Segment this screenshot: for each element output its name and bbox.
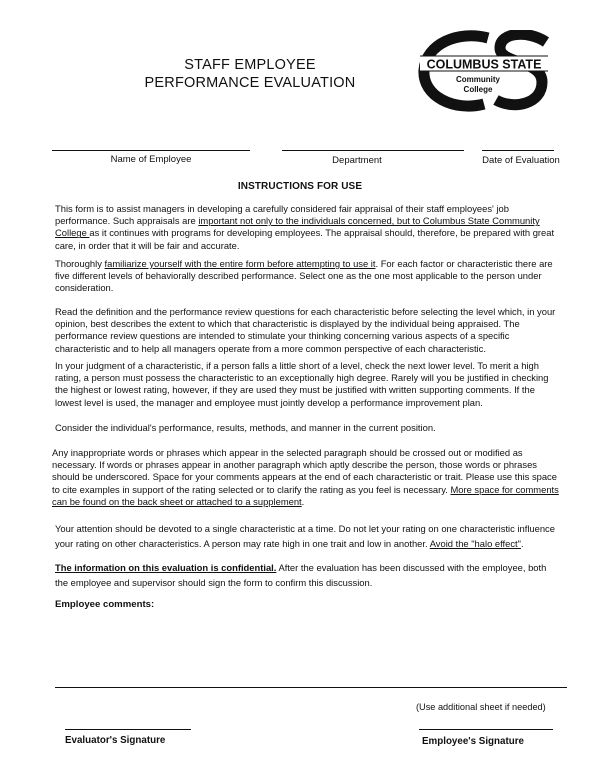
instructions-paragraph-7: Your attention should be devoted to a single characteristic at a time. Do not let your rating on one characteristic influence your rating on other characteristics. A person may rate high in one trait and low in another. Avoid the "halo effect". [55,523,555,549]
cs-logo-mark-icon [418,30,550,112]
date-of-evaluation-label: Date of Evaluation [482,155,560,166]
form-title-line-2: PERFORMANCE EVALUATION [144,75,356,91]
instructions-paragraph-5: Consider the individual's performance, results, methods, and manner in the current position. [55,422,436,433]
college-logo [418,30,550,112]
employee-signature-label: Employee's Signature [422,736,524,747]
instructions-paragraph-2: Thoroughly familiarize yourself with the entire form before attempting to use it. For each factor or characteristic there are five different levels of behaviorally described performance. Select one as the one most applicable to the person under consideration. [55,258,553,294]
instructions-paragraph-6: Any inappropriate words or phrases which appear in the selected paragraph should be crossed out or modified as necessary. If words or phrases appear in another paragraph which aptly describe the person, those words or phrases should be underscored. Space for your comments appears at the end of each characteristic or trait. Please use this space to cite examples in support of the rating selected or to clarify the rating as you feel is necessary. More space for comments can be found on the back sheet or attached to a supplement. [52,447,559,507]
logo-sub-community: Community [456,75,500,84]
evaluator-signature-line[interactable] [65,729,191,730]
instructions-paragraph-8: The information on this evaluation is confidential. After the evaluation has been discussed with the employee, both the employee and supervisor should sign the form to confirm this discussion. [55,562,547,588]
employee-comments-label: Employee comments: [55,599,155,610]
evaluator-signature-label: Evaluator's Signature [65,735,166,746]
instructions-paragraph-1: This form is to assist managers in developing a carefully considered fair appraisal of their staff employees' job performance. Such appraisals are important not only to the individuals concerned, but to Columbus State Community College as it continues with programs for developing employees. The appraisal should, therefore, be prepared with great care, in order that it will be fair and accurate. [55,203,555,251]
department-line[interactable] [282,150,464,151]
employee-signature-line[interactable] [419,729,553,730]
additional-sheet-note: (Use additional sheet if needed) [416,702,546,712]
date-of-evaluation-line[interactable] [482,150,554,151]
logo-name-text: COLUMBUS STATE [426,57,542,72]
name-of-employee-label: Name of Employee [110,154,192,165]
logo-sub-college: College [463,85,493,94]
name-of-employee-line[interactable] [52,150,250,151]
instructions-heading: INSTRUCTIONS FOR USE [237,181,363,192]
department-label: Department [332,155,382,166]
instructions-paragraph-4: In your judgment of a characteristic, if a person falls a little short of a level, check the next lower level. To merit a high rating, a person must possess the characteristic to an exceptionally high degree. Rarely will you be justified in checking the highest or lowest rating, however, if they are used they must be justified with written supporting comments. If the lowest level is used, the manager and employee must jointly develop a performance improvement plan. [55,360,549,408]
employee-comments-line[interactable] [55,687,567,688]
form-title-line-1: STAFF EMPLOYEE [184,57,316,73]
instructions-paragraph-3: Read the definition and the performance review questions for each characteristic before selecting the level which, in your opinion, best describes the extent to which that characteristic is displayed by the individual being appraised. The performance review questions are intended to stimulate your thinking concerning various aspects of a specific characteristic and to help all managers operate from a more common perspective of each characteristic. [55,306,556,354]
